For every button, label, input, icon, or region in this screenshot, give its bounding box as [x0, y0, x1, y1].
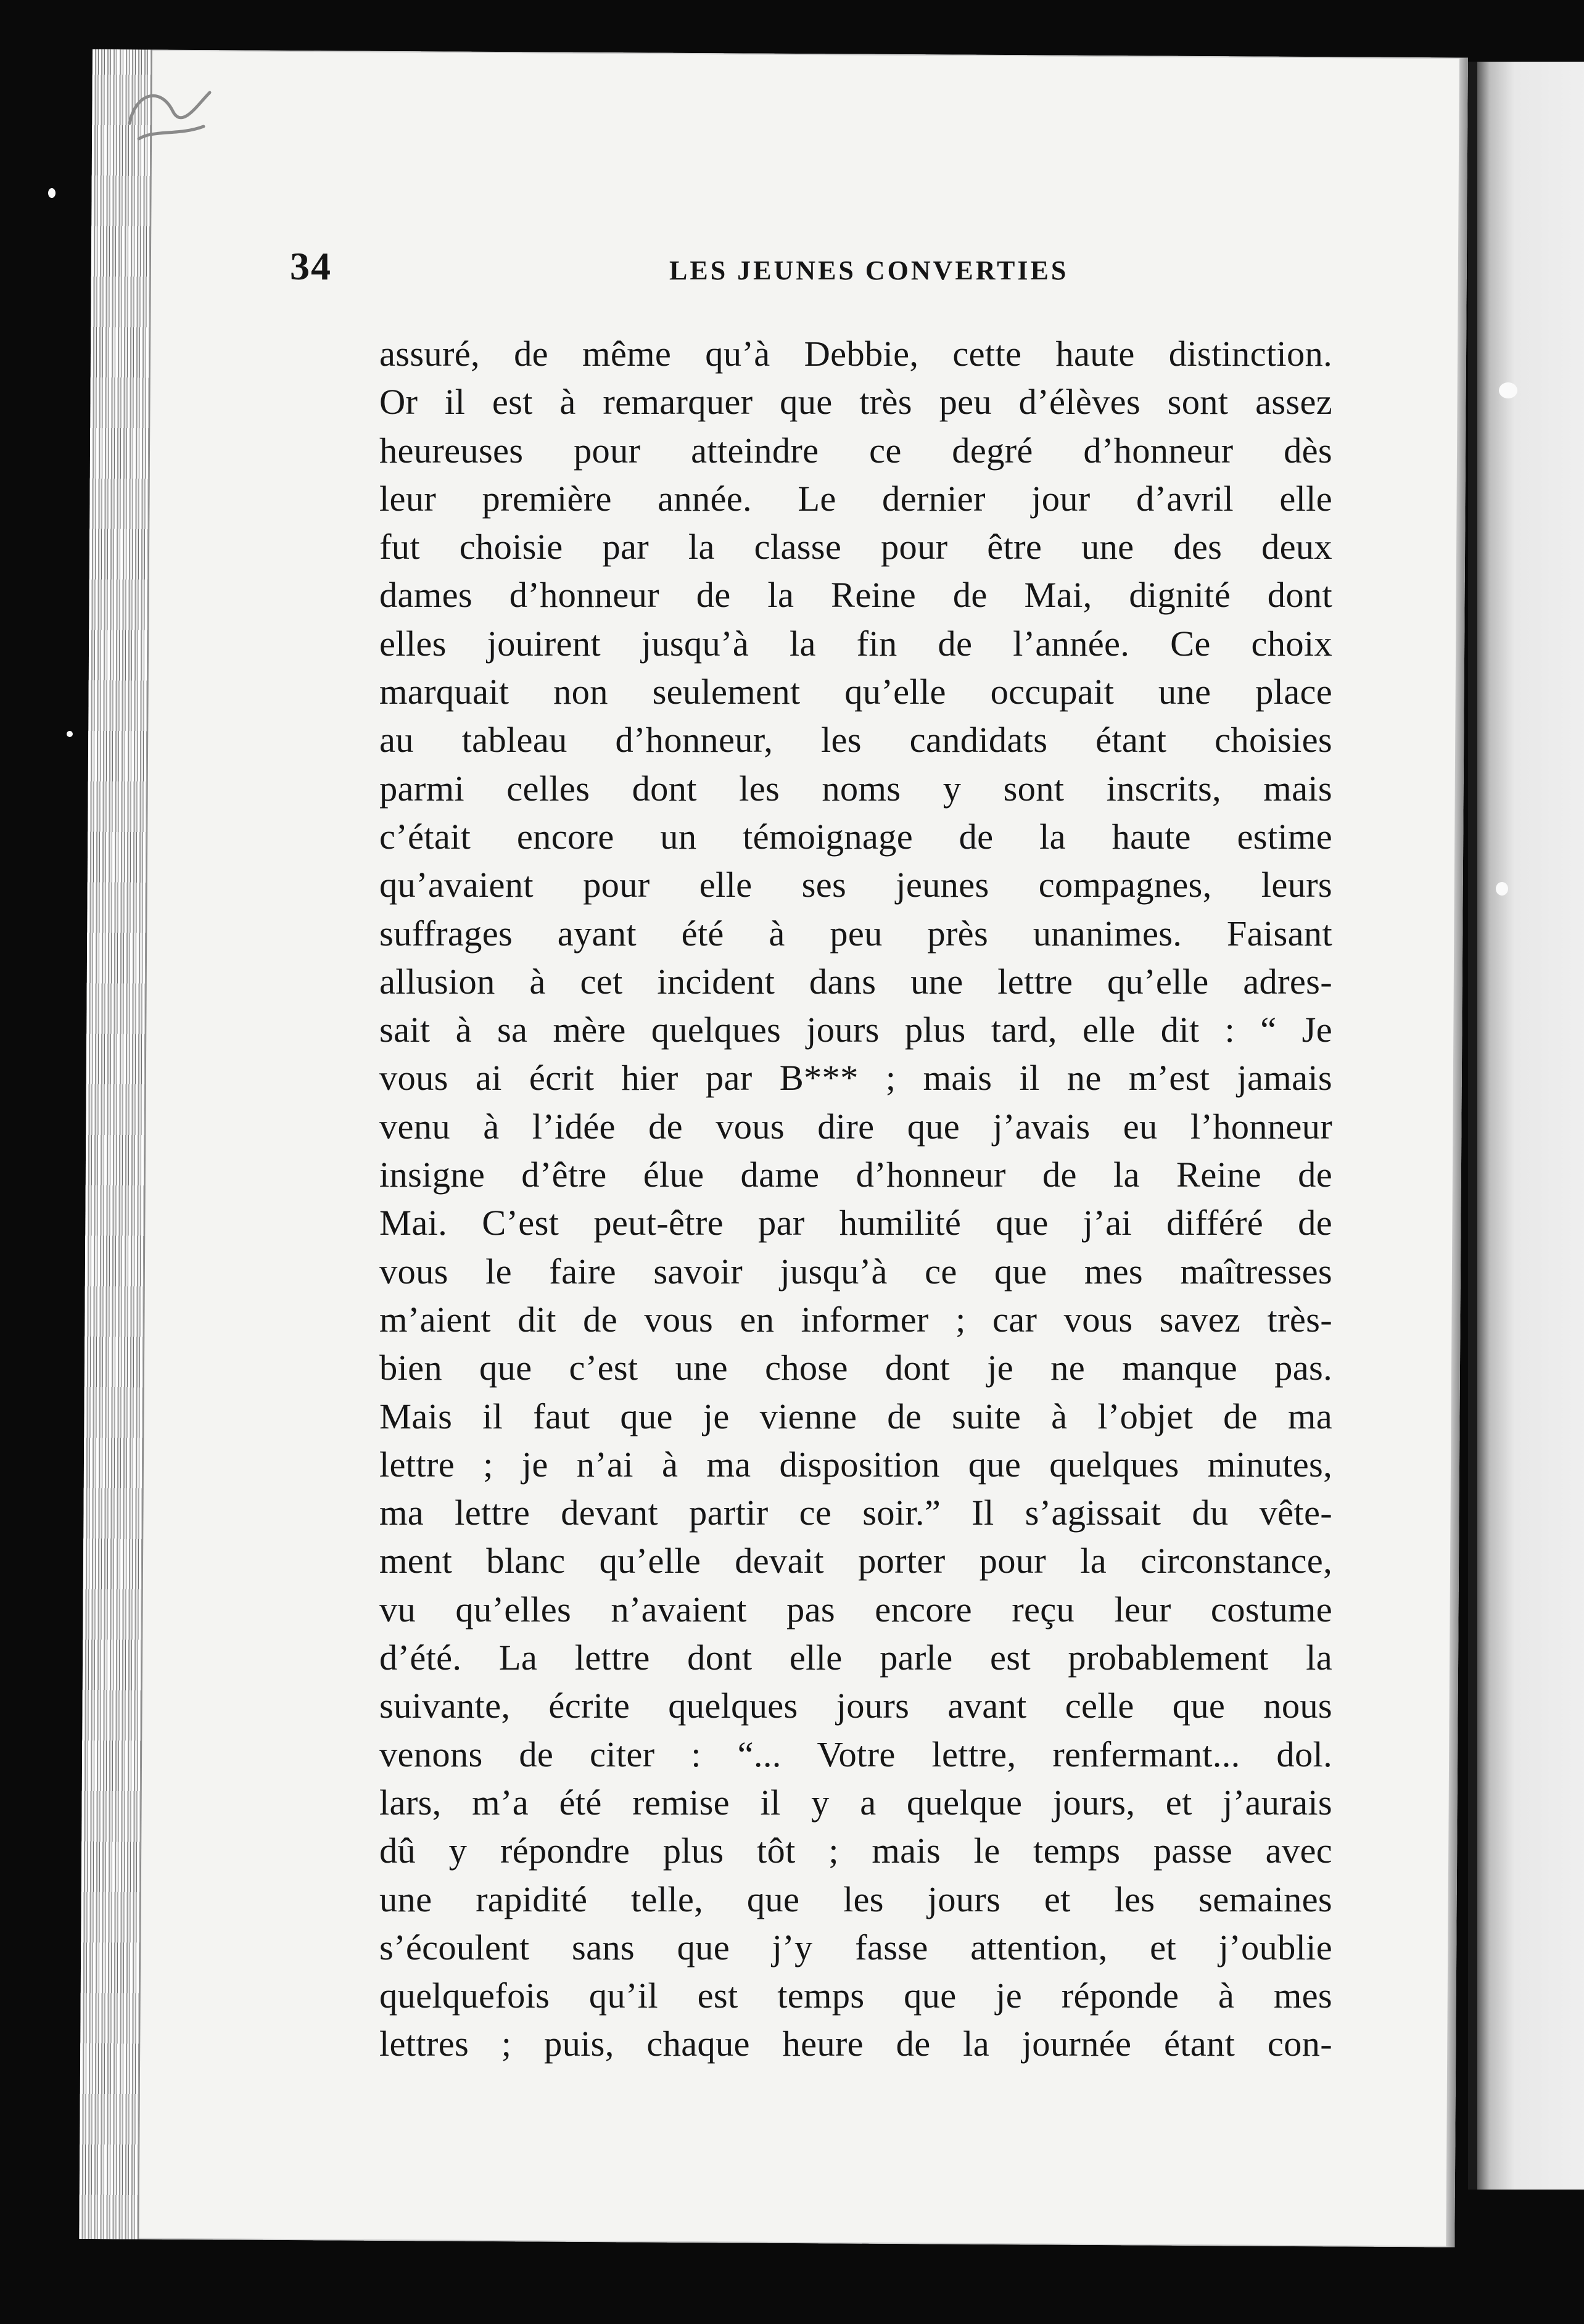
- text-line: suivante, écrite quelques jours avant celle que nous: [379, 1686, 1332, 1726]
- text-line: Mai. C’est peut-être par humilité que j’ai différé de: [379, 1203, 1332, 1243]
- text-line: leur première année. Le dernier jour d’avril elle: [379, 478, 1332, 519]
- text-line: dû y répondre plus tôt ; mais le temps passe avec: [379, 1831, 1332, 1871]
- text-line: vu qu’elles n’avaient pas encore reçu leur costume: [379, 1589, 1332, 1630]
- text-line: c’était encore un témoignage de la haute estime: [379, 816, 1332, 857]
- text-line: lars, m’a été remise il y a quelque jours, et j’aurais: [379, 1782, 1332, 1823]
- text-line: qu’avaient pour elle ses jeunes compagnes, leurs: [379, 865, 1332, 905]
- body-text: [379, 330, 1332, 2069]
- text-line: s’écoulent sans que j’y fasse attention, et j’oublie: [379, 1927, 1332, 1968]
- text-line: Mais il faut que je vienne de suite à l’objet de ma: [379, 1396, 1332, 1436]
- text-line: Or il est à remarquer que très peu d’élèves sont assez: [379, 382, 1332, 422]
- text-line: ment blanc qu’elle devait porter pour la circonstance,: [379, 1541, 1332, 1581]
- text-line: allusion à cet incident dans une lettre qu’elle adres-: [379, 961, 1332, 1002]
- running-title: LES JEUNES CONVERTIES: [669, 255, 1069, 286]
- text-line: lettre ; je n’ai à ma disposition que quelques minutes,: [379, 1444, 1332, 1485]
- text-line: sait à sa mère quelques jours plus tard, elle dit : “ Je: [379, 1010, 1332, 1050]
- text-line: heureuses pour atteindre ce degré d’honneur dès: [379, 430, 1332, 471]
- running-head: [290, 244, 1376, 299]
- text-line: une rapidité telle, que les jours et les semaines: [379, 1879, 1332, 1919]
- text-line: fut choisie par la classe pour être une des deux: [379, 527, 1332, 567]
- page-right-edge: [1446, 58, 1468, 2248]
- text-line: lettres ; puis, chaque heure de la journée étant con-: [379, 2024, 1332, 2064]
- text-line: venu à l’idée de vous dire que j’avais eu l’honneur: [379, 1106, 1332, 1147]
- scan-speck: [1496, 882, 1508, 896]
- scan-speck: [48, 188, 56, 198]
- page-stack-edge: [79, 49, 152, 2240]
- adjacent-page: [1477, 62, 1584, 2190]
- text-line: vous ai écrit hier par B*** ; mais il ne m’est jamais: [379, 1058, 1332, 1098]
- pencil-mark-icon: [123, 80, 222, 154]
- page-number: 34: [290, 244, 332, 288]
- text-line: ma lettre devant partir ce soir.” Il s’agissait du vête-: [379, 1493, 1332, 1533]
- text-line: insigne d’être élue dame d’honneur de la Reine de: [379, 1155, 1332, 1195]
- text-line: dames d’honneur de la Reine de Mai, dignité dont: [379, 575, 1332, 616]
- text-line: parmi celles dont les noms y sont inscrits, mais: [379, 768, 1332, 809]
- text-line: quelquefois qu’il est temps que je réponde à mes: [379, 1976, 1332, 2016]
- scan-speck: [67, 731, 73, 737]
- text-line: marquait non seulement qu’elle occupait une place: [379, 672, 1332, 712]
- text-line: bien que c’est une chose dont je ne manque pas.: [379, 1348, 1332, 1388]
- text-line: au tableau d’honneur, les candidats étant choisies: [379, 720, 1332, 760]
- text-line: elles jouirent jusqu’à la fin de l’année. Ce choix: [379, 623, 1332, 664]
- text-line: vous le faire savoir jusqu’à ce que mes maîtresses: [379, 1251, 1332, 1292]
- text-line: suffrages ayant été à peu près unanimes. Faisant: [379, 913, 1332, 954]
- text-line: venons de citer : “... Votre lettre, renfermant... dol.: [379, 1734, 1332, 1774]
- scan-speck: [1499, 382, 1517, 398]
- text-line: m’aient dit de vous en informer ; car vous savez très-: [379, 1299, 1332, 1340]
- text-line: assuré, de même qu’à Debbie, cette haute distinction.: [379, 334, 1332, 374]
- text-line: d’été. La lettre dont elle parle est probablement la: [379, 1638, 1332, 1678]
